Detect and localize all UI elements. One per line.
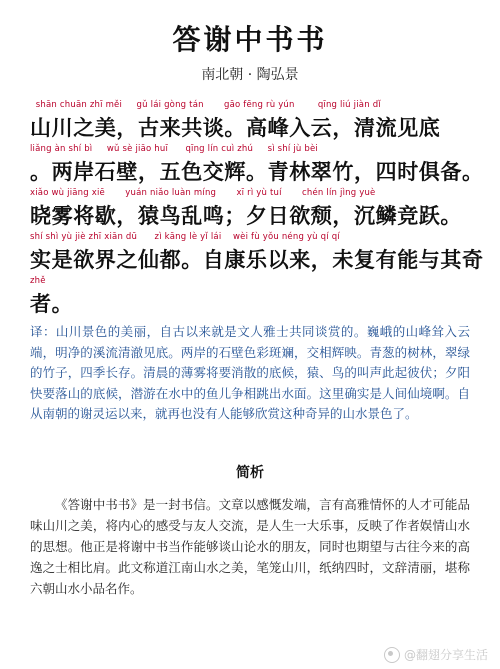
hanzi-line: 晓雾将歇，猿鸟乱鸣；夕日欲颓，沉鳞竞跃。 [30, 203, 462, 228]
poem-text [30, 94, 484, 316]
poem-line [30, 182, 470, 226]
watermark-text: @翻翅分享生活 [403, 648, 488, 662]
poem-line [30, 94, 470, 138]
analysis-heading: 简析 [236, 465, 264, 481]
poem-line [30, 270, 470, 314]
watermark [384, 646, 488, 663]
pinyin-line: xiǎo wù jiāng xiē yuán niǎo luàn míng xī rì yù tuí chén lín jìng yuè [30, 188, 376, 198]
poem-line [30, 138, 484, 184]
hanzi-line: 实是欲界之仙都。自康乐以来，未复有能与其奇 [30, 247, 484, 272]
pinyin-line: shí shì yù jiè zhī xiān dū zì kāng lè yǐ lái wèi fù yǒu néng yù qí qí [30, 232, 340, 242]
hanzi-line: 。两岸石壁，五色交辉。青林翠竹，四时俱备。 [30, 159, 484, 184]
analysis-paragraph: 《答谢中书书》是一封书信。文章以感慨发端，言有高雅情怀的人才可能品味山川之美，将内心的感受与友人交流，是人生一大乐事，反映了作者娱情山水的思想。他正是将谢中书当作能够谈山论水的朋友，同时也期望与古往今来的高逸之士相比肩。此文称道江南山水之美，笔笼山川，纸纳四时，文辞清丽，堪称六朝山水小品名作。 [30, 497, 470, 596]
poem-line [30, 226, 484, 272]
pinyin-line: zhě [30, 276, 46, 286]
watermark-logo-icon [384, 647, 400, 663]
pinyin-line: shān chuān zhī měi gǔ lái gòng tán gāo fēng rù yún qīng liú jiàn dǐ [30, 100, 381, 110]
author-line: 南北朝 · 陶弘景 [201, 67, 299, 83]
hanzi-line: 者。 [30, 291, 74, 316]
pinyin-line: liǎng àn shí bì wǔ sè jiāo huī qīng lín cuì zhú sì shí jù bèi [30, 144, 318, 154]
document-title: 答谢中书书 [172, 23, 328, 56]
hanzi-line: 山川之美，古来共谈。高峰入云，清流见底 [30, 115, 441, 140]
translation-paragraph: 译：山川景色的美丽，自古以来就是文人雅士共同谈赏的。巍峨的山峰耸入云端，明净的溪流清澈见底。两岸的石壁色彩斑斓，交相辉映。青葱的树林，翠绿的竹子，四季长存。清晨的薄雾将要消散的底候，猿、鸟的叫声此起彼伏；夕阳快要落山的底候，潜游在水中的鱼儿争相跳出水面。这里确实是人间仙境啊。自从南朝的谢灵运以来，就再也没有人能够欣赏这种奇异的山水景色了。 [30, 324, 470, 421]
